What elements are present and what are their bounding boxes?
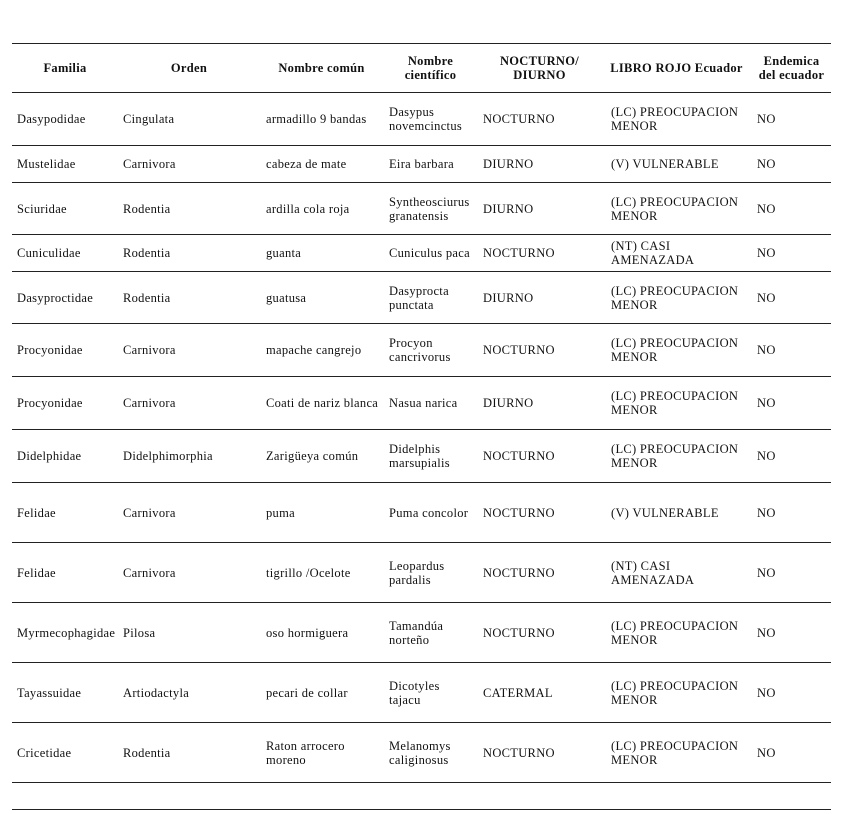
familia-cell: Procyonidae <box>12 377 118 430</box>
table-row <box>12 183 831 235</box>
nombre-comun-cell: oso hormiguera <box>260 603 383 663</box>
endemica-cell: NO <box>752 183 831 235</box>
endemica-cell: NO <box>752 146 831 183</box>
libro-rojo-cell: (LC) PREOCUPACION MENOR <box>601 183 752 235</box>
familia-cell: Mustelidae <box>12 146 118 183</box>
libro-rojo-cell: (LC) PREOCUPACION MENOR <box>601 603 752 663</box>
orden-cell: Rodentia <box>118 272 260 324</box>
actividad-cell: NOCTURNO <box>478 723 601 783</box>
nombre-cientifico-cell: Procyon cancrivorus <box>383 324 478 377</box>
table-row <box>12 483 831 543</box>
nombre-comun-cell: Raton arrocero moreno <box>260 723 383 783</box>
nombre-cientifico-cell: Tamandúa norteño <box>383 603 478 663</box>
nombre-comun-cell: cabeza de mate <box>260 146 383 183</box>
header-familia: Familia <box>12 44 118 93</box>
table-row <box>12 377 831 430</box>
familia-cell: Cuniculidae <box>12 235 118 272</box>
libro-rojo-cell: (LC) PREOCUPACION MENOR <box>601 430 752 483</box>
nombre-cientifico-cell: Nasua narica <box>383 377 478 430</box>
nombre-cientifico-cell: Dasyprocta punctata <box>383 272 478 324</box>
familia-cell: Felidae <box>12 543 118 603</box>
familia-cell: Dasyproctidae <box>12 272 118 324</box>
nombre-cientifico-cell: Dasypus novemcinctus <box>383 93 478 146</box>
orden-cell: Artiodactyla <box>118 663 260 723</box>
nombre-cientifico-cell: Didelphis marsupialis <box>383 430 478 483</box>
actividad-cell: NOCTURNO <box>478 430 601 483</box>
header-endemica: Endemica del ecuador <box>752 44 831 93</box>
endemica-cell: NO <box>752 483 831 543</box>
familia-cell: Procyonidae <box>12 324 118 377</box>
nombre-comun-cell: ardilla cola roja <box>260 183 383 235</box>
table-row <box>12 663 831 723</box>
header-libro-rojo: LIBRO ROJO Ecuador <box>601 44 752 93</box>
familia-cell: Dasypodidae <box>12 93 118 146</box>
nombre-comun-cell: puma <box>260 483 383 543</box>
libro-rojo-cell: (V) VULNERABLE <box>601 146 752 183</box>
endemica-cell: NO <box>752 723 831 783</box>
orden-cell: Cingulata <box>118 93 260 146</box>
endemica-cell: NO <box>752 235 831 272</box>
species-table <box>12 43 831 783</box>
endemica-cell: NO <box>752 430 831 483</box>
table-row <box>12 430 831 483</box>
actividad-cell: NOCTURNO <box>478 483 601 543</box>
nombre-cientifico-cell: Eira barbara <box>383 146 478 183</box>
actividad-cell: DIURNO <box>478 146 601 183</box>
nombre-comun-cell: mapache cangrejo <box>260 324 383 377</box>
orden-cell: Didelphimorphia <box>118 430 260 483</box>
libro-rojo-cell: (NT) CASI AMENAZADA <box>601 235 752 272</box>
nombre-cientifico-cell: Syntheosciurus granatensis <box>383 183 478 235</box>
familia-cell: Tayassuidae <box>12 663 118 723</box>
endemica-cell: NO <box>752 324 831 377</box>
familia-cell: Didelphidae <box>12 430 118 483</box>
nombre-cientifico-cell: Cuniculus paca <box>383 235 478 272</box>
familia-cell: Sciuridae <box>12 183 118 235</box>
endemica-cell: NO <box>752 543 831 603</box>
libro-rojo-cell: (LC) PREOCUPACION MENOR <box>601 723 752 783</box>
table-row <box>12 146 831 183</box>
actividad-cell: NOCTURNO <box>478 324 601 377</box>
nombre-comun-cell: tigrillo /Ocelote <box>260 543 383 603</box>
familia-cell: Myrmecophagidae <box>12 603 118 663</box>
header-nombre-cientifico: Nombre científico <box>383 44 478 93</box>
actividad-cell: NOCTURNO <box>478 93 601 146</box>
endemica-cell: NO <box>752 93 831 146</box>
actividad-cell: NOCTURNO <box>478 603 601 663</box>
table-row <box>12 272 831 324</box>
nombre-cientifico-cell: Dicotyles tajacu <box>383 663 478 723</box>
nombre-cientifico-cell: Leopardus pardalis <box>383 543 478 603</box>
header-nombre-comun: Nombre común <box>260 44 383 93</box>
table-row <box>12 93 831 146</box>
endemica-cell: NO <box>752 377 831 430</box>
header-nocturno-diurno: NOCTURNO/ DIURNO <box>478 44 601 93</box>
orden-cell: Rodentia <box>118 723 260 783</box>
nombre-comun-cell: pecari de collar <box>260 663 383 723</box>
orden-cell: Carnivora <box>118 543 260 603</box>
nombre-cientifico-cell: Melanomys caliginosus <box>383 723 478 783</box>
actividad-cell: DIURNO <box>478 272 601 324</box>
actividad-cell: NOCTURNO <box>478 543 601 603</box>
libro-rojo-cell: (LC) PREOCUPACION MENOR <box>601 377 752 430</box>
orden-cell: Rodentia <box>118 183 260 235</box>
libro-rojo-cell: (LC) PREOCUPACION MENOR <box>601 93 752 146</box>
endemica-cell: NO <box>752 272 831 324</box>
nombre-cientifico-cell: Puma concolor <box>383 483 478 543</box>
libro-rojo-cell: (LC) PREOCUPACION MENOR <box>601 663 752 723</box>
nombre-comun-cell: Zarigüeya común <box>260 430 383 483</box>
familia-cell: Felidae <box>12 483 118 543</box>
actividad-cell: DIURNO <box>478 377 601 430</box>
libro-rojo-cell: (NT) CASI AMENAZADA <box>601 543 752 603</box>
nombre-comun-cell: guatusa <box>260 272 383 324</box>
bottom-rule <box>12 809 831 810</box>
header-row <box>12 44 831 93</box>
orden-cell: Carnivora <box>118 377 260 430</box>
endemica-cell: NO <box>752 603 831 663</box>
nombre-comun-cell: armadillo 9 bandas <box>260 93 383 146</box>
orden-cell: Carnivora <box>118 146 260 183</box>
libro-rojo-cell: (LC) PREOCUPACION MENOR <box>601 324 752 377</box>
orden-cell: Carnivora <box>118 483 260 543</box>
actividad-cell: NOCTURNO <box>478 235 601 272</box>
actividad-cell: CATERMAL <box>478 663 601 723</box>
table-body <box>12 93 831 783</box>
endemica-cell: NO <box>752 663 831 723</box>
table-row <box>12 543 831 603</box>
nombre-comun-cell: Coati de nariz blanca <box>260 377 383 430</box>
table-row <box>12 324 831 377</box>
header-orden: Orden <box>118 44 260 93</box>
familia-cell: Cricetidae <box>12 723 118 783</box>
table-row <box>12 723 831 783</box>
table-row <box>12 235 831 272</box>
actividad-cell: DIURNO <box>478 183 601 235</box>
table-row <box>12 603 831 663</box>
orden-cell: Carnivora <box>118 324 260 377</box>
nombre-comun-cell: guanta <box>260 235 383 272</box>
libro-rojo-cell: (V) VULNERABLE <box>601 483 752 543</box>
libro-rojo-cell: (LC) PREOCUPACION MENOR <box>601 272 752 324</box>
orden-cell: Pilosa <box>118 603 260 663</box>
orden-cell: Rodentia <box>118 235 260 272</box>
